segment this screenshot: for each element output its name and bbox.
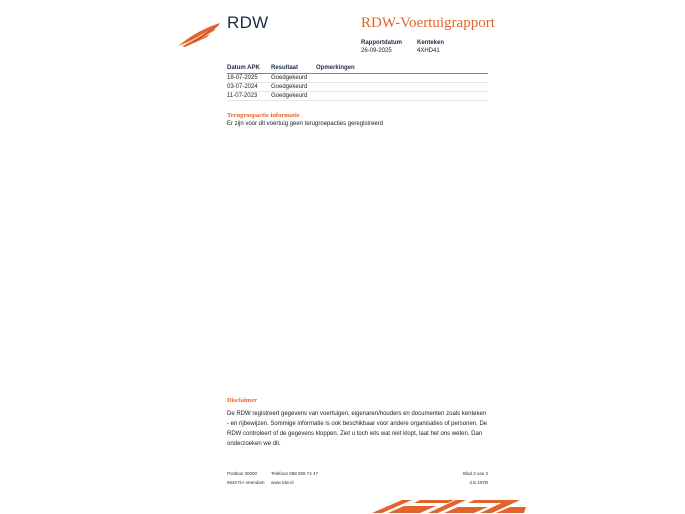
report-date-value: 26-09-2025 (361, 48, 392, 54)
footer-address-line2: 9640 RA Veendam (227, 480, 265, 485)
rdw-wing-logo-icon (176, 20, 222, 48)
license-plate (417, 39, 444, 55)
table-row (227, 92, 488, 101)
apk-date: 18-07-2025 (227, 75, 258, 81)
recall-text: Er zijn voor dit voertuig geen terugroepacties geregistreerd (227, 121, 384, 127)
license-plate-label: Kenteken (417, 40, 445, 46)
footer-address-line1: Postbus 30000 (227, 471, 258, 476)
recall-section-title: Terugroepactie informatie (227, 112, 300, 119)
column-header-date: Datum APK (227, 65, 260, 71)
footer-page-info (420, 469, 488, 487)
table-row (227, 74, 488, 83)
rdw-stripes-icon (368, 497, 528, 514)
page-number: Blad 3 van 3 (462, 471, 488, 476)
report-date-label: Rapportdatum (361, 40, 402, 46)
apk-date: 03-07-2024 (227, 84, 258, 90)
column-header-remarks: Opmerkingen (316, 65, 355, 71)
footer-website: www.rdw.nl (271, 480, 294, 485)
footer-contact (271, 469, 318, 487)
disclaimer-text: De RDW registreert gegevens van voertuigen, eigenaren/houders en documenten zoals kenteken - en rijbewijzen. Sommige informatie is ook beschikbaar voor andere organisaties of personen. De RDW controleert of de gegevens kloppen. Ziet u toch iets wat niet klopt, laat het ons weten. Dan onderzoeken we dit. (227, 411, 488, 447)
report-date (361, 39, 402, 55)
apk-date: 11-07-2023 (227, 93, 258, 99)
apk-result: Goedgekeurd (271, 75, 308, 81)
table-row (227, 83, 488, 92)
rdw-logo-text: RDW (227, 13, 269, 32)
apk-result: Goedgekeurd (271, 84, 308, 90)
apk-table (227, 64, 488, 101)
report-title: RDW-Voertuigrapport (361, 15, 495, 31)
apk-table-header (227, 64, 488, 74)
column-header-result: Resultaat (271, 65, 299, 71)
footer-phone: Telefoon 088 008 74 47 (271, 471, 319, 476)
footer-address (227, 469, 265, 487)
disclaimer-title: Disclaimer (227, 397, 257, 404)
license-plate-value: 4XHD41 (417, 48, 440, 54)
apk-result: Goedgekeurd (271, 93, 308, 99)
document-code: 2.E.197B (469, 480, 488, 485)
